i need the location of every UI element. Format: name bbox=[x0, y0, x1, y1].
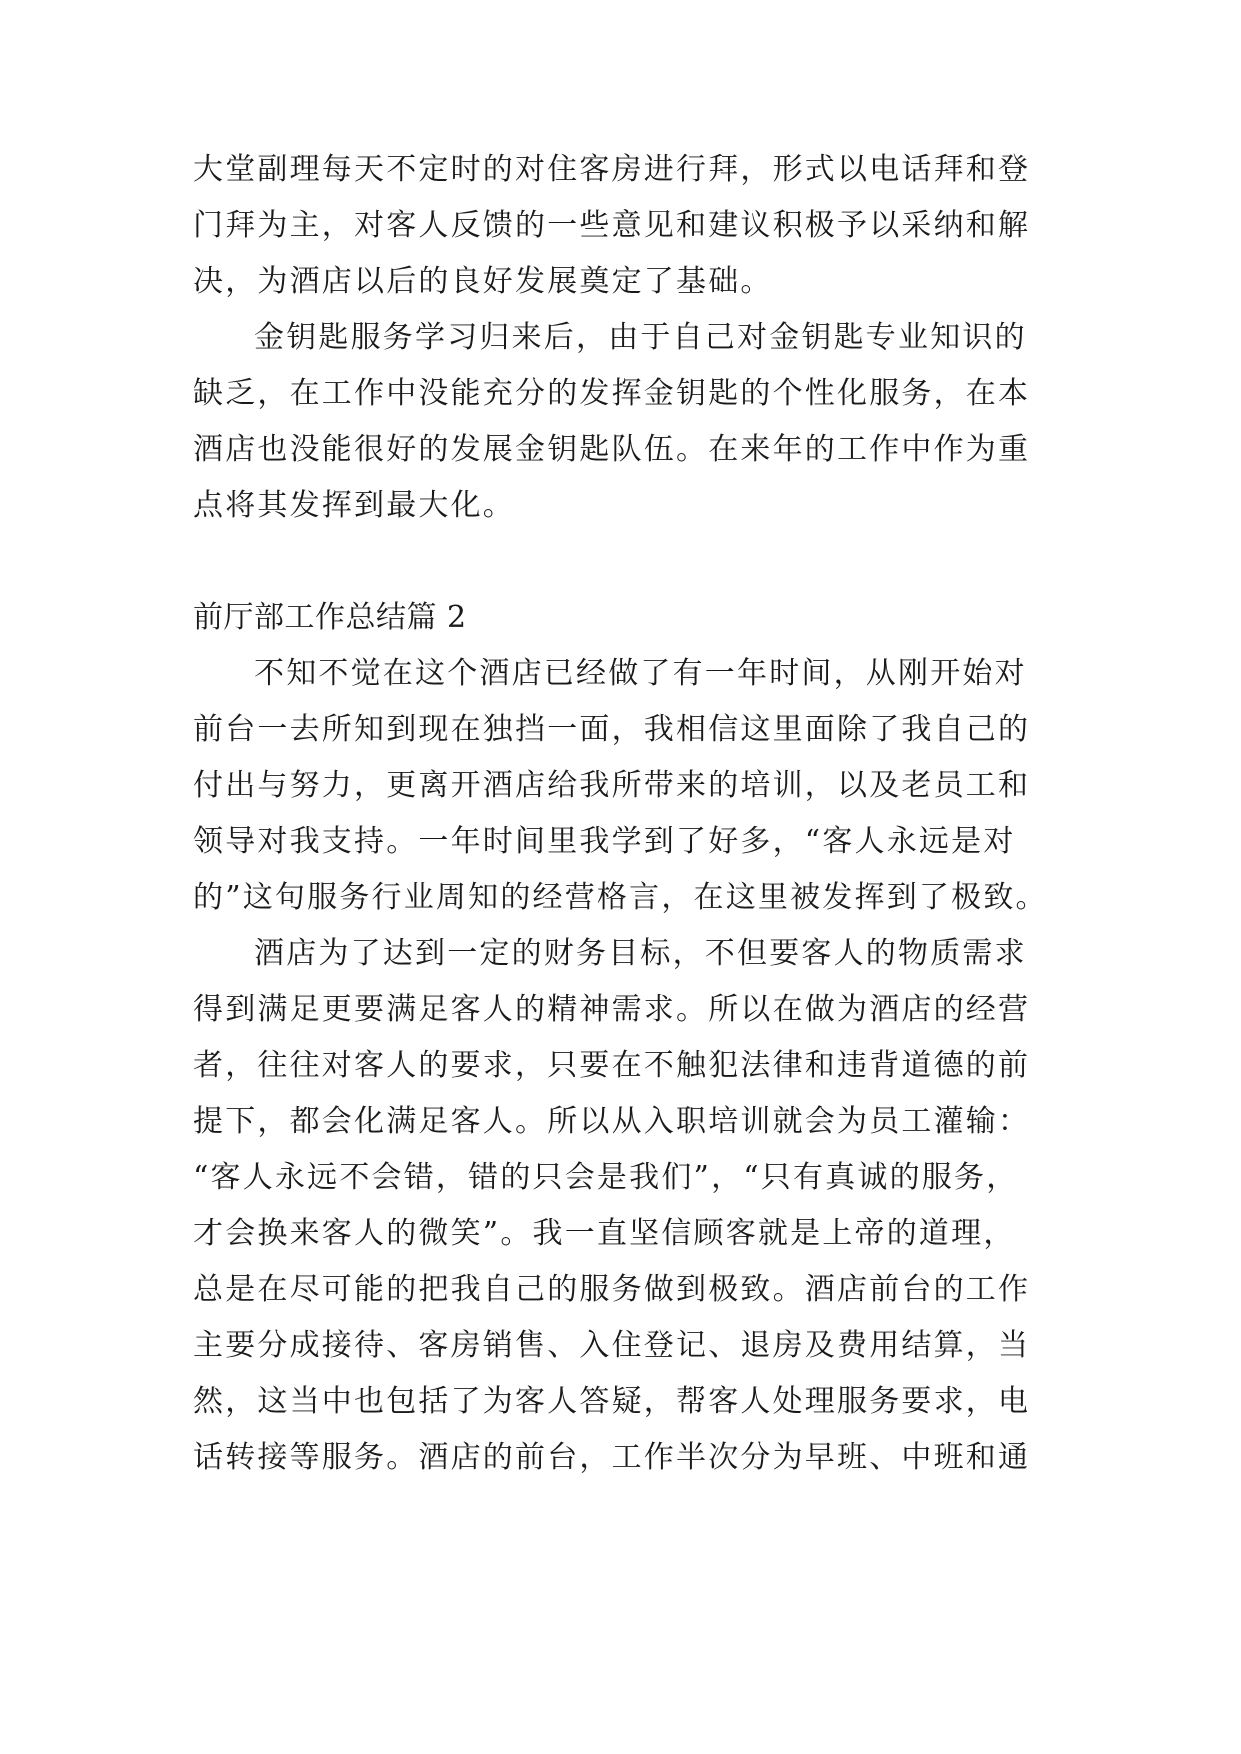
paragraph-line: 得到满足更要满足客人的精神需求。所以在做为酒店的经营 bbox=[193, 992, 1031, 1027]
paragraph-line: 金钥匙服务学习归来后，由于自己对金钥匙专业知识的 bbox=[254, 320, 1027, 355]
paragraph-line: 总是在尽可能的把我自己的服务做到极致。酒店前台的工作 bbox=[193, 1272, 1031, 1307]
paragraph-line: 付出与努力，更离开酒店给我所带来的培训，以及老员工和 bbox=[193, 768, 1031, 803]
paragraph-line: 点将其发挥到最大化。 bbox=[193, 488, 515, 523]
paragraph-line: 酒店为了达到一定的财务目标，不但要客人的物质需求 bbox=[254, 936, 1027, 971]
paragraph-line: 前台一去所知到现在独挡一面，我相信这里面除了我自己的 bbox=[193, 712, 1031, 747]
paragraph-line: 不知不觉在这个酒店已经做了有一年时间，从刚开始对 bbox=[254, 656, 1027, 691]
paragraph-line: 缺乏，在工作中没能充分的发挥金钥匙的个性化服务，在本 bbox=[193, 376, 1031, 411]
paragraph-line: 者，往往对客人的要求，只要在不触犯法律和违背道德的前 bbox=[193, 1048, 1031, 1083]
paragraph-line: 大堂副理每天不定时的对住客房进行拜，形式以电话拜和登 bbox=[193, 152, 1031, 187]
section-heading: 前厅部工作总结篇 2 bbox=[193, 600, 467, 635]
paragraph-line: 决，为酒店以后的良好发展奠定了基础。 bbox=[193, 264, 773, 299]
paragraph-line: 主要分成接待、客房销售、入住登记、退房及费用结算，当 bbox=[193, 1328, 1031, 1363]
paragraph-line: 领导对我支持。一年时间里我学到了好多，“客人永远是对 bbox=[193, 824, 1016, 859]
paragraph-line: 提下，都会化满足客人。所以从入职培训就会为员工灌输： bbox=[193, 1104, 1031, 1139]
paragraph-line: 的”这句服务行业周知的经营格言，在这里被发挥到了极致。 bbox=[193, 880, 1048, 915]
paragraph-line: 才会换来客人的微笑”。我一直坚信顾客就是上帝的道理， bbox=[193, 1216, 1016, 1251]
paragraph-line: 酒店也没能很好的发展金钥匙队伍。在来年的工作中作为重 bbox=[193, 432, 1031, 467]
paragraph-line: 话转接等服务。酒店的前台，工作半次分为早班、中班和通 bbox=[193, 1440, 1031, 1475]
paragraph-line: 然，这当中也包括了为客人答疑，帮客人处理服务要求，电 bbox=[193, 1384, 1031, 1419]
paragraph-line: “客人永远不会错，错的只会是我们”，“只有真诚的服务， bbox=[193, 1160, 1019, 1195]
paragraph-line: 门拜为主，对客人反馈的一些意见和建议积极予以采纳和解 bbox=[193, 208, 1031, 243]
